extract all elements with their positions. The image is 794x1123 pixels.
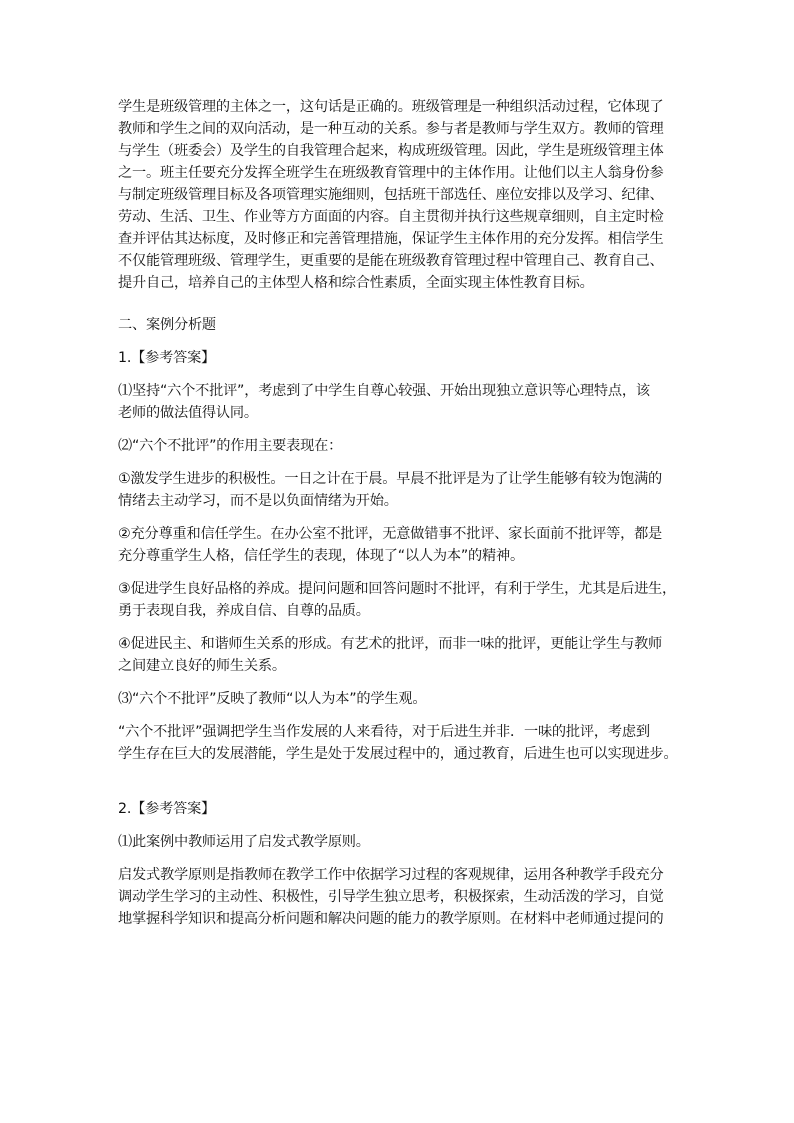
paragraph-student-subject [118,96,678,294]
text-line: 1.【参考答案】 [118,350,216,366]
text-line: ②充分尊重和信任学生。在办公室不批评，无意做错事不批评、家长面前不批评等，都是 [118,526,663,542]
answer-2-heading [118,798,678,820]
text-line: 与学生（班委会）及学生的自我管理合起来，构成班级管理。因此，学生是班级管理主体 [118,143,664,159]
text-line: 教师和学生之间的双向活动，是一种互动的关系。参与者是教师与学生双方。教师的管理 [118,121,664,137]
text-line: ①激发学生进步的积极性。一日之计在于晨。早晨不批评是为了让学生能够有较为饱满的 [118,471,663,487]
answer-1-item-2 [118,523,678,567]
answer-1-point-1 [118,380,678,424]
text-line: 之一。班主任要充分发挥全班学生在班级教育管理中的主体作用。让他们以主人翁身份参 [118,165,664,181]
answer-1-item-4 [118,633,678,677]
text-line: 勇于表现自我，养成自信、自尊的品质。 [118,603,370,619]
text-line: 充分尊重学生人格，信任学生的表现，体现了“以人为本”的精神。 [118,548,524,564]
text-line: 启发式教学原则是指教师在教学工作中依据学习过程的客观规律，运用各种教学手段充分 [118,867,664,883]
text-line: “六个不批评”强调把学生当作发展的人来看待，对于后进生并非．一味的批评，考虑到 [118,724,650,740]
text-line: ④促进民主、和谐师生关系的形成。有艺术的批评，而非一味的批评，更能让学生与教师 [118,636,663,652]
text-line: ⑵“六个不批评”的作用主要表现在： [118,438,343,454]
text-line: 地掌握科学知识和提高分析问题和解决问题的能力的教学原则。在材料中老师通过提问的 [118,911,664,927]
answer-2-explanation [118,864,678,930]
answer-2-point-1 [118,831,678,853]
text-line: 老师的做法值得认同。 [118,405,258,421]
section-heading-case-analysis [118,314,678,336]
answer-1-heading [118,347,678,369]
text-line: 提升自己，培养自己的主体型人格和综合性素质，全面实现主体性教育目标。 [118,275,594,291]
text-line: 与制定班级管理目标及各项管理实施细则，包括班干部选任、座位安排以及学习、纪律、 [118,187,664,203]
answer-1-item-1 [118,468,678,512]
answer-1-point-3 [118,688,678,710]
answer-1-point-2 [118,435,678,457]
text-line: 学生是班级管理的主体之一，这句话是正确的。班级管理是一种组织活动过程，它体现了 [118,99,664,115]
answer-1-item-3 [118,578,678,622]
text-line: 劳动、生活、卫生、作业等方方面面的内容。自主贯彻并执行这些规章细则，自主定时检 [118,209,664,225]
text-line: 学生存在巨大的发展潜能，学生是处于发展过程中的，通过教育，后进生也可以实现进步。 [118,746,678,762]
text-line: 查并评估其达标度，及时修正和完善管理措施，保证学生主体作用的充分发挥。相信学生 [118,231,664,247]
text-line: 情绪去主动学习，而不是以负面情绪为开始。 [118,493,398,509]
text-line: 2.【参考答案】 [118,801,216,817]
document-page [118,96,678,930]
text-line: 之间建立良好的师生关系。 [118,658,286,674]
text-line: ③促进学生良好品格的养成。提问问题和回答问题时不批评，有利于学生，尤其是后进生， [118,581,677,597]
text-line: ⑴此案例中教师运用了启发式教学原则。 [118,834,370,850]
text-line: 二、案例分析题 [118,317,216,333]
text-line: 不仅能管理班级、管理学生，更重要的是能在班级教育管理过程中管理自己、教育自己、 [118,253,664,269]
text-line: ⑴坚持“六个不批评”，考虑到了中学生自尊心较强、开始出现独立意识等心理特点，该 [118,383,650,399]
answer-1-explanation [118,721,678,765]
text-line: 调动学生学习的主动性、积极性，引导学生独立思考，积极探索，生动活泼的学习，自觉 [118,889,664,905]
text-line: ⑶“六个不批评”反映了教师“以人为本”的学生观。 [118,691,427,707]
